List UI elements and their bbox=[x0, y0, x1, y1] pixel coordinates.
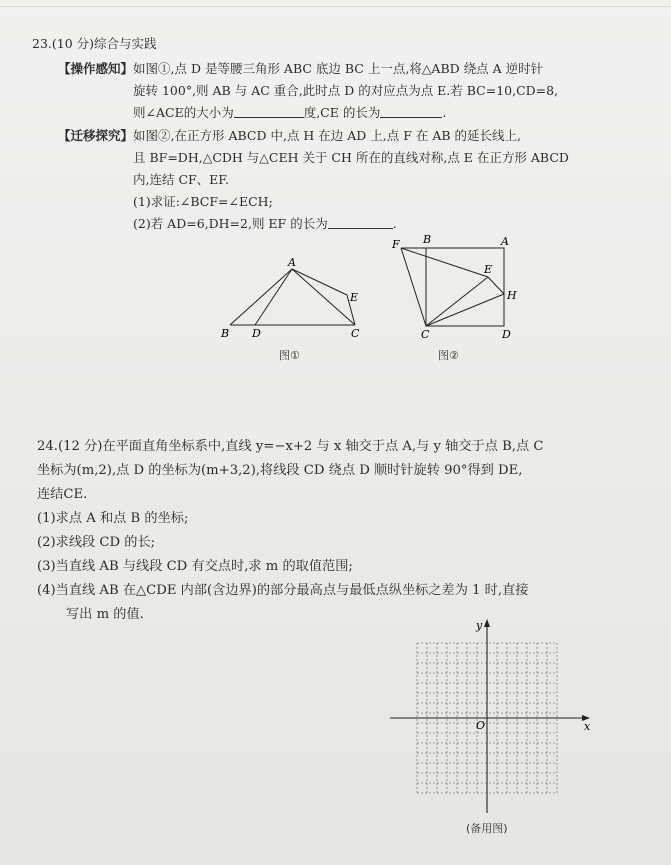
q23-p1-tag: 【操作感知】 bbox=[58, 61, 134, 76]
fig2-label-d: D bbox=[502, 328, 511, 341]
q23-p2-line3: 内,连结 CF、EF. bbox=[133, 172, 230, 187]
q23-p2-tag: 【迁移探究】 bbox=[58, 128, 134, 143]
fig2-label-e: E bbox=[484, 263, 493, 276]
answer-blank-ce[interactable] bbox=[380, 105, 442, 118]
grid-y-axis-label: y bbox=[476, 619, 483, 632]
q23-p1-line3 bbox=[133, 103, 446, 121]
grid-origin-label: O bbox=[476, 719, 486, 732]
fig2-label-b: B bbox=[423, 233, 432, 246]
q23-p2-q1: (1)求证:∠BCF=∠ECH; bbox=[133, 194, 273, 209]
page-top-edge bbox=[0, 6, 671, 7]
q24-line2: 坐标为(m,2),点 D 的坐标为(m+3,2),将线段 CD 绕点 D 顺时针旋转 90°得到 DE, bbox=[37, 463, 523, 478]
q23-p2-q2-text: (2)若 AD=6,DH=2,则 EF 的长为 bbox=[133, 216, 328, 231]
fig1-caption: 图① bbox=[279, 349, 300, 362]
figure-2-diagram bbox=[385, 232, 525, 352]
grid-caption: (备用图) bbox=[466, 822, 508, 835]
coordinate-grid bbox=[390, 618, 600, 818]
q24-sub4-line2: 写出 m 的值. bbox=[66, 607, 144, 622]
q23-p1-text1: 如图①,点 D 是等腰三角形 ABC 底边 BC 上一点,将△ABD 绕点 A 逆时针 bbox=[133, 61, 544, 76]
q24-sub2: (2)求线段 CD 的长; bbox=[37, 535, 156, 550]
fig1-label-a: A bbox=[288, 256, 296, 269]
fig2-label-f: F bbox=[392, 238, 400, 251]
q23-p1-line3-b: 度,CE 的长为 bbox=[303, 105, 381, 120]
q23-p2-line2: 且 BF=DH,△CDH 与△CEH 关于 CH 所在的直线对称,点 E 在正方形 ABCD bbox=[133, 150, 569, 165]
fig1-label-c: C bbox=[351, 327, 360, 340]
fig1-label-b: B bbox=[221, 327, 230, 340]
q23-p1-line3-c: . bbox=[442, 105, 447, 120]
answer-blank-angle[interactable] bbox=[234, 105, 304, 118]
q23-p2-text1: 如图②,在正方形 ABCD 中,点 H 在边 AD 上,点 F 在 AB 的延长线上, bbox=[133, 128, 522, 143]
q23-p1-line2: 旋转 100°,则 AB 与 AC 重合,此时点 D 的对应点为点 E.若 BC=10,CD=8, bbox=[133, 83, 559, 98]
q23-p1-line3-a: 则∠ACE的大小为 bbox=[133, 105, 234, 120]
fig2-label-h: H bbox=[507, 289, 517, 302]
q23-p2-line1 bbox=[58, 126, 521, 144]
fig2-label-c: C bbox=[421, 328, 430, 341]
q23-p2-q2-end: . bbox=[392, 216, 397, 231]
q23-p2-q2 bbox=[133, 214, 397, 232]
grid-x-axis-label: x bbox=[584, 720, 591, 733]
q24-sub3: (3)当直线 AB 与线段 CD 有交点时,求 m 的取值范围; bbox=[37, 559, 353, 574]
q24-line1: 24.(12 分)在平面直角坐标系中,直线 y=−x+2 与 x 轴交于点 A,与 y 轴交于点 B,点 C bbox=[37, 439, 544, 454]
fig2-label-a: A bbox=[501, 235, 509, 248]
q24-sub4-line1: (4)当直线 AB 在△CDE 内部(含边界)的部分最高点与最低点纵坐标之差为 1 时,直接 bbox=[37, 583, 529, 598]
q24-sub1: (1)求点 A 和点 B 的坐标; bbox=[37, 511, 189, 526]
fig1-label-d: D bbox=[252, 327, 261, 340]
q23-p1-line1 bbox=[58, 59, 543, 77]
answer-blank-ef[interactable] bbox=[328, 216, 393, 229]
q23-header: 23.(10 分)综合与实践 bbox=[32, 36, 157, 51]
fig2-caption: 图② bbox=[438, 349, 459, 362]
fig1-label-e: E bbox=[350, 291, 359, 304]
q24-line3: 连结CE. bbox=[37, 487, 88, 502]
